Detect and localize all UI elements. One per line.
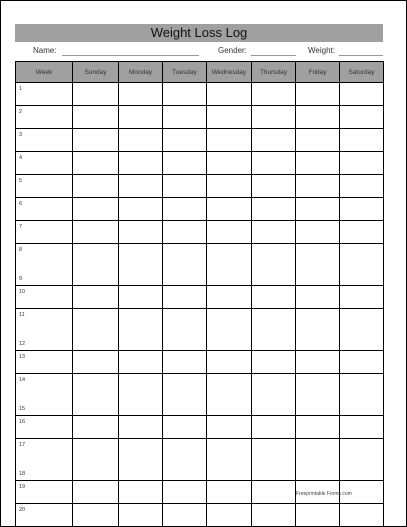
day-cell[interactable] [163,374,207,416]
day-cell[interactable] [252,83,296,106]
table-row [16,351,384,374]
day-cell[interactable] [163,83,207,106]
day-cell[interactable] [296,198,340,221]
day-cell[interactable] [252,129,296,152]
row-number: 10 [19,289,26,295]
row-number: 5 [19,178,23,184]
week-cell[interactable] [16,198,73,221]
day-cell[interactable] [252,175,296,198]
day-cell[interactable] [119,129,163,152]
day-cell[interactable] [73,198,119,221]
day-cell[interactable] [73,309,119,351]
day-cell[interactable] [73,286,119,309]
day-cell[interactable] [163,198,207,221]
day-cell[interactable] [296,286,340,309]
day-cell[interactable] [296,83,340,106]
week-cell[interactable] [16,221,73,244]
day-cell[interactable] [163,351,207,374]
day-cell[interactable] [252,351,296,374]
day-cell[interactable] [340,504,384,527]
column-header-thursday: Thursday [252,62,296,83]
day-cell[interactable] [252,481,296,504]
day-cell[interactable] [73,221,119,244]
column-header-wednesday: Wednesday [207,62,252,83]
day-cell[interactable] [163,286,207,309]
column-header-week: Week [16,62,73,83]
day-cell[interactable] [252,504,296,527]
week-cell[interactable] [16,439,73,481]
gender-label: Gender: [218,46,247,55]
day-cell[interactable] [119,416,163,439]
day-cell[interactable] [163,416,207,439]
column-header-sunday: Sunday [73,62,119,83]
day-cell[interactable] [252,374,296,416]
column-header-tuesday: Tuesday [163,62,207,83]
row-number: 19 [19,484,26,490]
day-cell[interactable] [119,309,163,351]
day-cell[interactable] [73,351,119,374]
day-cell[interactable] [296,244,340,286]
day-cell[interactable] [296,374,340,416]
day-cell[interactable] [207,83,252,106]
day-cell[interactable] [340,198,384,221]
weight-label: Weight: [308,46,335,55]
day-cell[interactable] [207,286,252,309]
day-cell[interactable] [163,152,207,175]
day-cell[interactable] [207,374,252,416]
table-row [16,374,384,416]
table-row [16,221,384,244]
day-cell[interactable] [252,286,296,309]
day-cell[interactable] [207,416,252,439]
day-cell[interactable] [340,416,384,439]
day-cell[interactable] [163,175,207,198]
row-number: 11 [19,312,25,318]
day-cell[interactable] [340,286,384,309]
row-number: 8 [19,247,23,253]
day-cell[interactable] [119,351,163,374]
day-cell[interactable] [207,439,252,481]
day-cell[interactable] [73,106,119,129]
day-cell[interactable] [119,198,163,221]
day-cell[interactable] [163,129,207,152]
day-cell[interactable] [119,175,163,198]
row-number: 20 [19,507,26,513]
table-row [16,439,384,481]
day-cell[interactable] [207,244,252,286]
day-cell[interactable] [296,152,340,175]
day-cell[interactable] [340,221,384,244]
day-cell[interactable] [73,244,119,286]
day-cell[interactable] [296,309,340,351]
day-cell[interactable] [119,439,163,481]
name-line [62,55,199,56]
day-cell[interactable] [252,439,296,481]
day-cell[interactable] [163,244,207,286]
day-cell[interactable] [119,504,163,527]
table-row [16,175,384,198]
row-number: 14 [19,377,26,383]
day-cell[interactable] [252,221,296,244]
table-row [16,416,384,439]
day-cell[interactable] [252,244,296,286]
day-cell[interactable] [207,504,252,527]
day-cell[interactable] [119,83,163,106]
day-cell[interactable] [163,439,207,481]
day-cell[interactable] [73,504,119,527]
day-cell[interactable] [340,351,384,374]
day-cell[interactable] [296,129,340,152]
week-cell[interactable] [16,481,73,504]
table-row [16,106,384,129]
day-cell[interactable] [207,106,252,129]
day-cell[interactable] [207,309,252,351]
day-cell[interactable] [163,309,207,351]
week-cell[interactable] [16,504,73,527]
row-number: 18 [19,471,26,477]
name-label: Name: [33,46,57,55]
day-cell[interactable] [340,152,384,175]
day-cell[interactable] [73,374,119,416]
table-row [16,152,384,175]
week-cell[interactable] [16,309,73,351]
week-cell[interactable] [16,106,73,129]
day-cell[interactable] [296,106,340,129]
row-number: 6 [19,201,23,207]
day-cell[interactable] [340,374,384,416]
weight-line [339,55,383,56]
table-row [16,309,384,351]
table-row [16,129,384,152]
day-cell[interactable] [252,416,296,439]
week-cell[interactable] [16,416,73,439]
day-cell[interactable] [252,152,296,175]
day-cell[interactable] [296,175,340,198]
day-cell[interactable] [73,152,119,175]
week-cell[interactable] [16,152,73,175]
page-title: Weight Loss Log [15,24,383,42]
column-header-saturday: Saturday [340,62,384,83]
day-cell[interactable] [163,221,207,244]
row-number: 3 [19,132,23,138]
row-number: 9 [19,276,23,282]
row-number: 7 [19,224,23,230]
row-number: 13 [19,354,26,360]
day-cell[interactable] [296,439,340,481]
week-cell[interactable] [16,129,73,152]
week-cell[interactable] [16,286,73,309]
row-number: 17 [19,442,26,448]
day-cell[interactable] [163,504,207,527]
table-row [16,83,384,106]
day-cell[interactable] [207,198,252,221]
week-cell[interactable] [16,374,73,416]
gender-line [251,55,296,56]
row-number: 16 [19,419,26,425]
day-cell[interactable] [119,152,163,175]
day-cell[interactable] [207,351,252,374]
day-cell[interactable] [207,221,252,244]
day-cell[interactable] [119,286,163,309]
table-row [16,244,384,286]
day-cell[interactable] [340,106,384,129]
day-cell[interactable] [296,504,340,527]
week-cell[interactable] [16,244,73,286]
day-cell[interactable] [73,481,119,504]
week-cell[interactable] [16,175,73,198]
table-row [16,198,384,221]
day-cell[interactable] [207,481,252,504]
row-number: 12 [19,341,26,347]
day-cell[interactable] [296,221,340,244]
day-cell[interactable] [252,198,296,221]
row-number: 15 [19,406,26,412]
footer-credit: Freeprintable Forms.com [296,491,352,497]
day-cell[interactable] [73,175,119,198]
column-header-friday: Friday [296,62,340,83]
day-cell[interactable] [119,106,163,129]
day-cell[interactable] [207,175,252,198]
day-cell[interactable] [207,129,252,152]
column-header-monday: Monday [119,62,163,83]
day-cell[interactable] [340,129,384,152]
day-cell[interactable] [73,439,119,481]
day-cell[interactable] [340,83,384,106]
day-cell[interactable] [252,106,296,129]
row-number: 2 [19,109,23,115]
day-cell[interactable] [340,244,384,286]
day-cell[interactable] [296,351,340,374]
day-cell[interactable] [119,244,163,286]
table-row [16,504,384,527]
day-cell[interactable] [163,106,207,129]
week-cell[interactable] [16,83,73,106]
row-number: 1 [19,86,23,92]
day-cell[interactable] [340,309,384,351]
day-cell[interactable] [119,481,163,504]
day-cell[interactable] [73,83,119,106]
day-cell[interactable] [119,221,163,244]
day-cell[interactable] [119,374,163,416]
day-cell[interactable] [252,309,296,351]
day-cell[interactable] [73,129,119,152]
table-row [16,286,384,309]
day-cell[interactable] [207,152,252,175]
row-number: 4 [19,155,23,161]
day-cell[interactable] [340,439,384,481]
day-cell[interactable] [296,416,340,439]
day-cell[interactable] [340,175,384,198]
day-cell[interactable] [163,481,207,504]
week-cell[interactable] [16,351,73,374]
day-cell[interactable] [73,416,119,439]
